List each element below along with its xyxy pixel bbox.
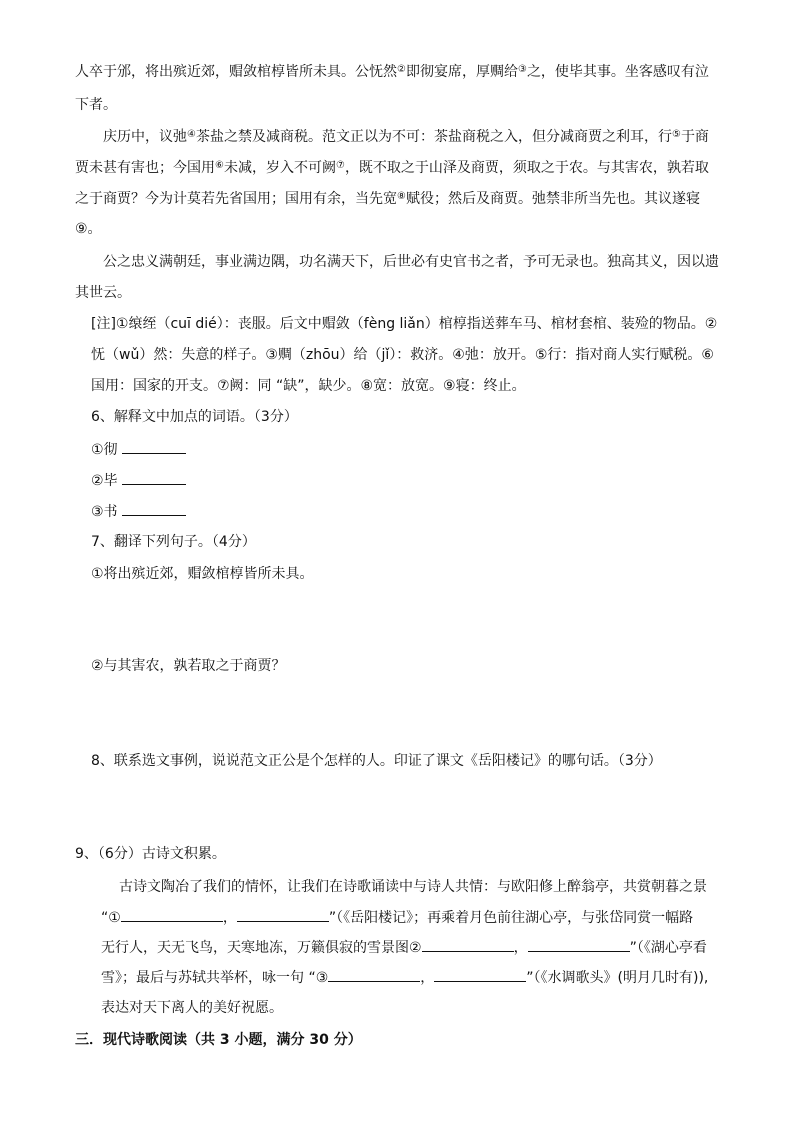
q6-item-label: ③书 xyxy=(91,504,118,520)
passage-line xyxy=(75,283,131,303)
q9-line xyxy=(101,967,708,988)
answer-blank[interactable] xyxy=(237,907,329,922)
q9-line xyxy=(101,937,707,958)
answer-blank[interactable] xyxy=(328,967,420,982)
question-title: 8、联系选文事例，说说范文正公是个怎样的人。印证了课文《岳阳楼记》的哪句话。（3分） xyxy=(91,753,662,769)
passage-line xyxy=(103,252,719,272)
q7-sentence-1 xyxy=(91,564,314,584)
q6-item xyxy=(91,470,186,491)
q9-line xyxy=(101,998,283,1018)
passage-line xyxy=(75,95,117,115)
question-title: 9、（6分）古诗文积累。 xyxy=(75,846,226,862)
section-title: 三．现代诗歌阅读（共 3 小题，满分 30 分） xyxy=(75,1032,362,1048)
passage-text: 公之忠义满朝廷，事业满边隅，功名满天下，后世必有史官书之者，予可无录也。独高其义，因以遗 xyxy=(103,254,719,270)
footnote-mark: ⑥ xyxy=(215,160,224,171)
answer-blank[interactable] xyxy=(121,907,223,922)
q9-text: ”（《湖心亭看 xyxy=(629,940,707,956)
footnote-mark: ⑧ xyxy=(397,191,406,202)
question-8-title xyxy=(91,751,662,771)
passage-line xyxy=(75,189,700,211)
q9-text: ”（《水调歌头》(明月几时有)), xyxy=(526,970,709,986)
q9-text: 无行人，天无飞鸟，天寒地冻，万籁俱寂的雪景图② xyxy=(101,940,422,956)
answer-blank[interactable] xyxy=(528,937,630,952)
question-title: 7、翻译下列句子。（4分） xyxy=(91,534,256,550)
q9-text: 雪》；最后与苏轼共举杯，咏一句 “③ xyxy=(101,970,329,986)
q9-text: 表达对天下离人的美好祝愿。 xyxy=(101,1000,283,1016)
notes-line xyxy=(91,314,717,334)
notes-line xyxy=(91,376,526,396)
passage-text: 茶盐之禁及减商税。范文正以为不可：茶盐商税之入，但分减商贾之利耳，行 xyxy=(195,129,672,145)
passage-text: 人卒于邠，将出殡近郊，赗敛棺椁皆所未具。公怃然 xyxy=(75,64,397,80)
passage-text: 即彻宴席，厚赒给 xyxy=(405,64,518,80)
passage-text: 贾未甚有害也；今国用 xyxy=(75,160,215,176)
q9-text: ， xyxy=(222,910,237,926)
q9-line xyxy=(119,877,707,897)
sentence-text: ②与其害农，孰若取之于商贾？ xyxy=(91,658,286,674)
section-3-heading xyxy=(75,1030,362,1050)
question-7-title xyxy=(91,532,256,552)
q6-item xyxy=(91,501,186,522)
footnote-mark: ④ xyxy=(187,129,196,140)
q9-text: 古诗文陶冶了我们的情怀，让我们在诗歌诵读中与诗人共情：与欧阳修上醉翁亭，共赏朝暮之景 xyxy=(119,879,707,895)
answer-blank[interactable] xyxy=(122,501,186,516)
passage-text: 于商 xyxy=(680,129,709,145)
q9-text: ”（《岳阳楼记》；再乘着月色前往湖心亭，与张岱同赏一幅路 xyxy=(328,910,694,926)
passage-line xyxy=(103,127,709,149)
passage-text: 其世云。 xyxy=(75,285,131,301)
passage-line xyxy=(75,158,709,180)
q9-line xyxy=(101,907,693,928)
question-title: 6、解释文中加点的词语。（3分） xyxy=(91,409,298,425)
sentence-text: ①将出殡近郊，赗敛棺椁皆所未具。 xyxy=(91,566,314,582)
passage-text: ⑨。 xyxy=(75,221,102,237)
passage-text: 下者。 xyxy=(75,97,117,113)
footnote-mark: ③ xyxy=(517,64,527,75)
passage-text: 之于商贾？今为计莫若先省国用；国用有余，当先宽 xyxy=(75,191,397,207)
notes-text: [注]①缞绖（cuī dié）：丧服。后文中赗敛（fèng liǎn）棺椁指送葬车马、棺材套棺、装殓的物品。② xyxy=(91,316,718,332)
notes-line xyxy=(91,345,714,365)
q9-text: ， xyxy=(420,970,435,986)
footnote-mark: ⑤ xyxy=(671,129,681,140)
passage-text: ，既不取之于山泽及商贾，须取之于农。与其害农，孰若取 xyxy=(344,160,709,176)
answer-blank[interactable] xyxy=(434,967,526,982)
answer-blank[interactable] xyxy=(122,439,186,454)
q9-text: ， xyxy=(513,940,528,956)
passage-text: 赋役；然后及商贾。弛禁非所当先也。其议遂寝 xyxy=(405,191,700,207)
q6-item xyxy=(91,439,186,460)
question-9-title xyxy=(75,844,226,864)
q6-item-label: ②毕 xyxy=(91,473,118,489)
passage-text: 庆历中，议弛 xyxy=(103,129,187,145)
passage-line xyxy=(75,219,102,239)
footnote-mark: ② xyxy=(397,64,406,75)
q6-item-label: ①彻 xyxy=(91,442,118,458)
answer-blank[interactable] xyxy=(422,937,514,952)
notes-text: 怃（wǔ）然：失意的样子。③赒（zhōu）给（jǐ）：救济。④弛：放开。⑤行：指对商人实行赋税。⑥ xyxy=(91,347,714,363)
passage-line xyxy=(75,62,709,84)
answer-blank[interactable] xyxy=(122,470,186,485)
passage-text: 未减，岁入不可阙 xyxy=(223,160,336,176)
footnote-mark: ⑦ xyxy=(335,160,345,171)
passage-text: 之，使毕其事。坐客感叹有泣 xyxy=(526,64,709,80)
q9-text: “① xyxy=(101,910,121,926)
notes-text: 国用：国家的开支。⑦阙：同 “缺”，缺少。⑧宽：放宽。⑨寝：终止。 xyxy=(91,378,526,394)
q7-sentence-2 xyxy=(91,656,286,676)
question-6-title xyxy=(91,407,298,427)
